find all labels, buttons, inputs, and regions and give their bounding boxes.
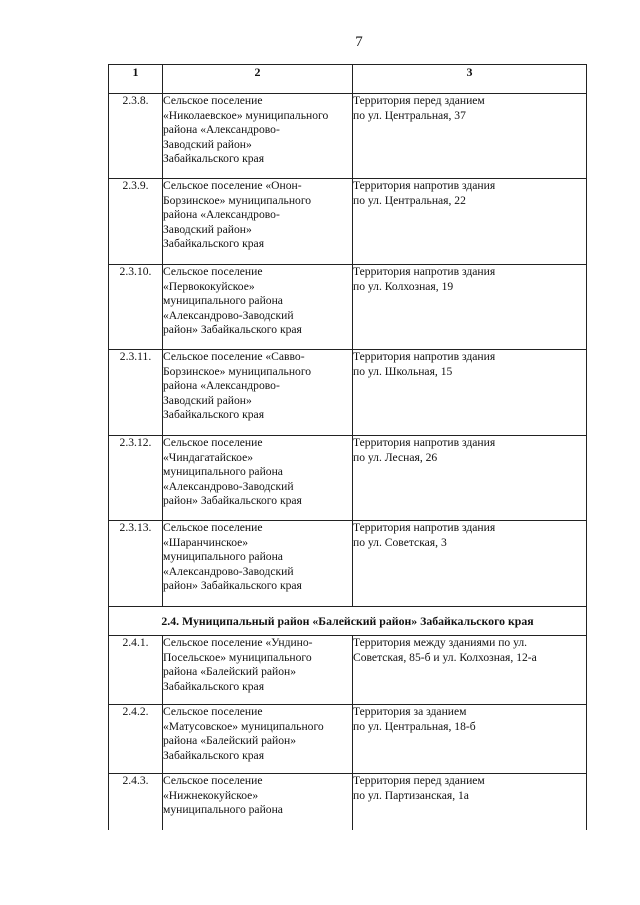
section-heading-row	[109, 607, 587, 636]
table-header-row	[109, 65, 587, 94]
territory-location: Территория между зданиями по ул. Советская, 85-б и ул. Колхозная, 12-а	[353, 636, 587, 705]
column-header-territory: 3	[353, 65, 587, 94]
column-header-settlement: 2	[163, 65, 353, 94]
table-row	[109, 705, 587, 774]
settlement-name: Сельское поселение «Савво- Борзинское» муниципального района «Александрово- Заводский район» Забайкальского края	[163, 350, 353, 436]
page-number: 7	[355, 34, 363, 50]
row-number: 2.3.13.	[109, 521, 163, 607]
row-number: 2.3.8.	[109, 94, 163, 179]
territory-location: Территория перед зданием по ул. Центральная, 37	[353, 94, 587, 179]
row-number: 2.3.10.	[109, 265, 163, 350]
territory-location: Территория напротив здания по ул. Школьная, 15	[353, 350, 587, 436]
table-row	[109, 521, 587, 607]
settlement-name: Сельское поселение «Николаевское» муниципального района «Александрово- Заводский район» Забайкальского края	[163, 94, 353, 179]
section-heading: 2.4. Муниципальный район «Балейский район» Забайкальского края	[109, 607, 587, 636]
territory-location: Территория напротив здания по ул. Центральная, 22	[353, 179, 587, 265]
row-number: 2.3.12.	[109, 436, 163, 521]
table-row	[109, 636, 587, 705]
table-row	[109, 94, 587, 179]
table-row	[109, 265, 587, 350]
row-number: 2.4.2.	[109, 705, 163, 774]
territory-location: Территория напротив здания по ул. Советская, 3	[353, 521, 587, 607]
settlement-name: Сельское поселение «Матусовское» муниципального района «Балейский район» Забайкальского края	[163, 705, 353, 774]
territory-location: Территория напротив здания по ул. Лесная, 26	[353, 436, 587, 521]
settlement-name: Сельское поселение «Нижнекокуйское» муниципального района	[163, 774, 353, 830]
settlement-name: Сельское поселение «Шаранчинское» муниципального района «Александрово-Заводский район» Забайкальского края	[163, 521, 353, 607]
table-row	[109, 350, 587, 436]
table-row	[109, 436, 587, 521]
settlements-table	[108, 64, 587, 830]
settlement-name: Сельское поселение «Чиндагатайское» муниципального района «Александрово-Заводский район» Забайкальского края	[163, 436, 353, 521]
settlement-name: Сельское поселение «Первококуйское» муниципального района «Александрово-Заводский район» Забайкальского края	[163, 265, 353, 350]
settlement-name: Сельское поселение «Онон- Борзинское» муниципального района «Александрово- Заводский район» Забайкальского края	[163, 179, 353, 265]
row-number: 2.4.3.	[109, 774, 163, 830]
row-number: 2.3.9.	[109, 179, 163, 265]
column-header-number: 1	[109, 65, 163, 94]
row-number: 2.4.1.	[109, 636, 163, 705]
table-row	[109, 774, 587, 830]
territory-location: Территория напротив здания по ул. Колхозная, 19	[353, 265, 587, 350]
territory-location: Территория перед зданием по ул. Партизанская, 1а	[353, 774, 587, 830]
table-row	[109, 179, 587, 265]
settlement-name: Сельское поселение «Ундино- Посельское» муниципального района «Балейский район» Забайкальского края	[163, 636, 353, 705]
territory-location: Территория за зданием по ул. Центральная, 18-б	[353, 705, 587, 774]
row-number: 2.3.11.	[109, 350, 163, 436]
